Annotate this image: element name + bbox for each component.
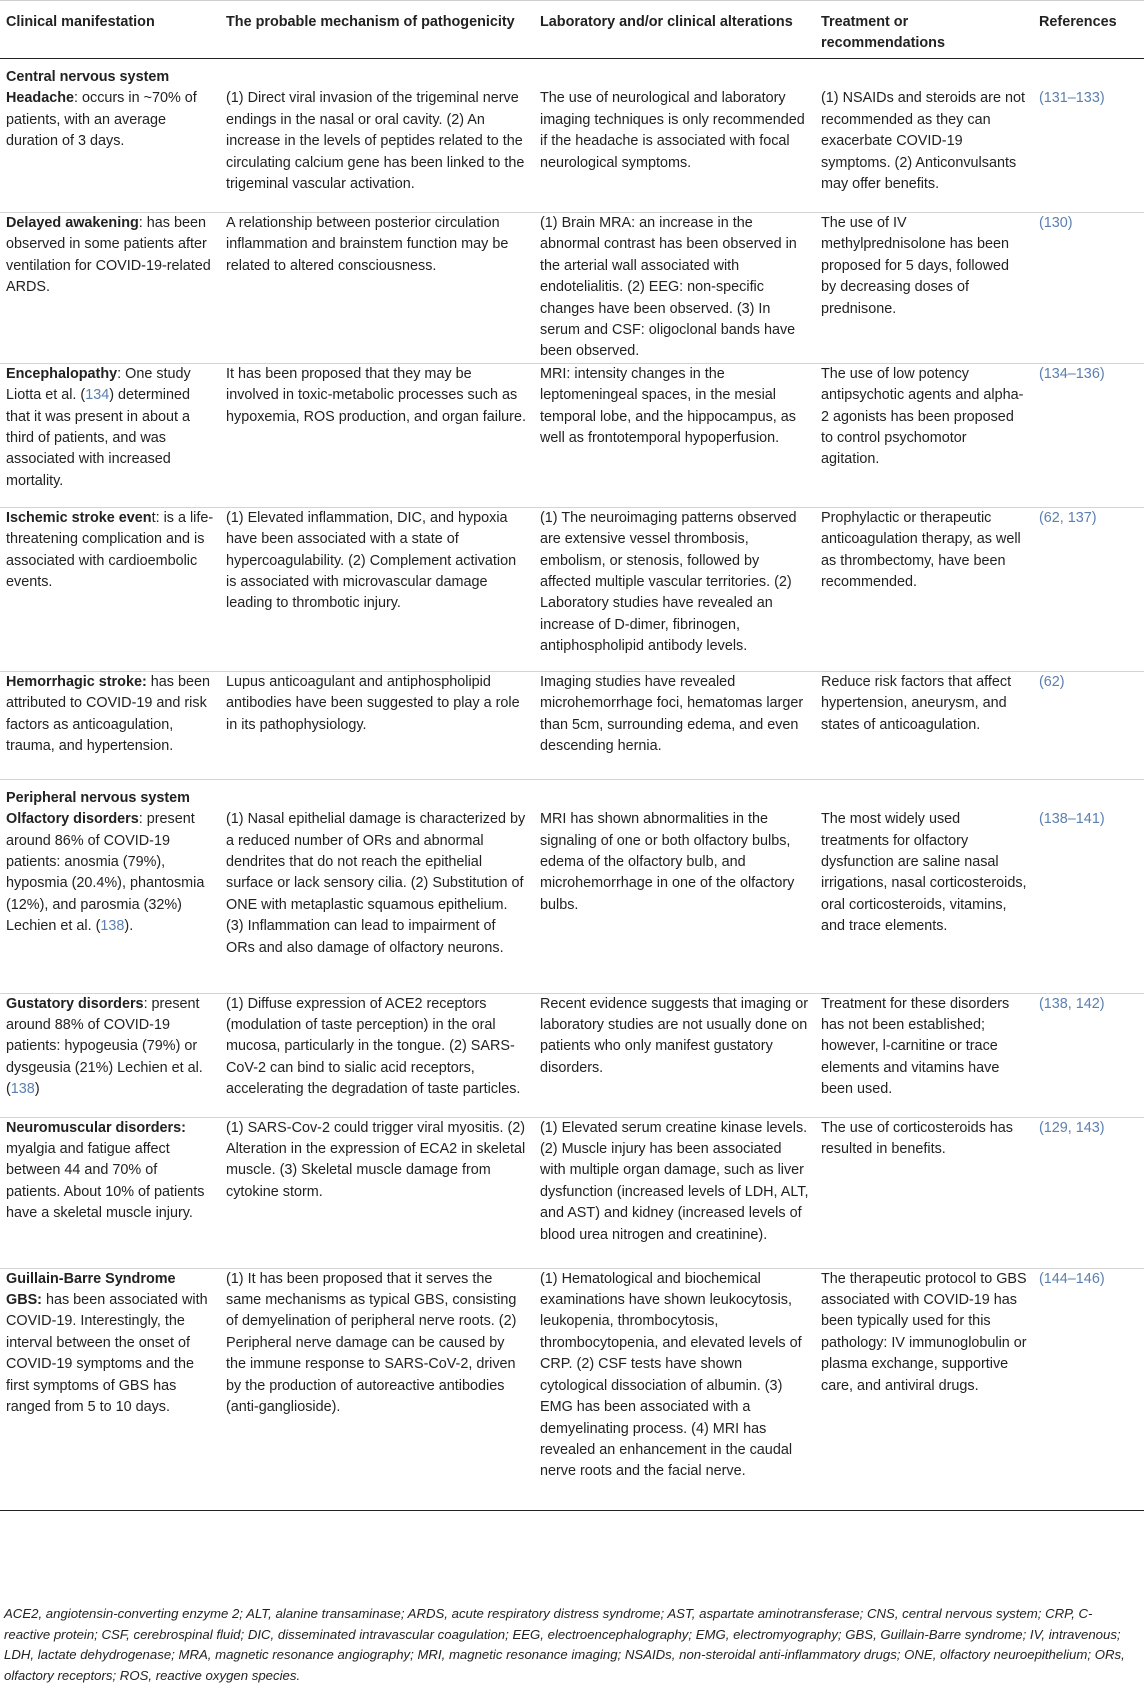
lab-cell: MRI: intensity changes in the leptomeningeal spaces, in the mesial temporal lobe, and the hippocampus, as well as frontotemporal hypoperfusion. — [534, 363, 815, 507]
abbreviations-footnote: ACE2, angiotensin-converting enzyme 2; ALT, alanine transaminase; ARDS, acute respiratory distress syndrome; AST, aspartate aminotransferase; CNS, central nervous system; CRP, C-reactive protein; CSF, cerebrospinal fluid; DIC, disseminated intravascular coagulation; EEG, electroencephalography; EMG, electromyography; GBS, Guillain-Barre syndrome; IV, intravenous; LDH, lactate dehydrogenase; MRA, magnetic resonance angiography; MRI, magnetic resonance imaging; NSAIDs, non-steroidal anti-inflammatory drugs; ONE, olfactory neuroepithelium; ORs, olfactory receptors; ROS, reactive oxygen species. — [4, 1606, 1125, 1683]
header-treatment: Treatment or recommendations — [815, 1, 1033, 59]
reference-link[interactable]: (62) — [1033, 671, 1144, 779]
table-row — [0, 212, 1144, 363]
section-title: Central nervous system — [6, 69, 170, 85]
reference-link[interactable]: (62, 137) — [1033, 507, 1144, 671]
mechanism-cell: (1) Nasal epithelial damage is characterized by a reduced number of ORs and abnormal dendrites that do not reach the epithelial surface or lack sensory cilia. (2) Substitution of ONE with metaplastic squamous epithelium. (3) Inflammation can lead to impairment of ORs and also damage of olfactory neurons. — [220, 809, 534, 993]
manifestation-description: t: is a life-threatening complication and is associated with cardioembolic events. — [6, 509, 214, 590]
manifestation-name: Encephalopathy — [6, 365, 118, 382]
reference-link[interactable]: (131–133) — [1033, 88, 1144, 212]
manifestation-name: Gustatory disorders — [6, 995, 144, 1012]
mechanism-cell: (1) It has been proposed that it serves the same mechanisms as typical GBS, consisting of demyelination of peripheral nerve roots. (2) Peripheral nerve damage can be caused by the immune response to SARS-CoV-2, driven by the production of autoreactive antibodies (anti-ganglioside). — [220, 1268, 534, 1510]
treatment-cell: The use of low potency antipsychotic agents and alpha-2 agonists has been proposed to control psychomotor agitation. — [815, 363, 1033, 507]
mechanism-cell: Lupus anticoagulant and antiphospholipid antibodies have been suggested to play a role in its pathophysiology. — [220, 671, 534, 779]
mechanism-cell: (1) Diffuse expression of ACE2 receptors (modulation of taste perception) in the oral mucosa, particularly in the tongue. (2) SARS-CoV-2 can bind to sialic acid receptors, accelerating the degradation of taste particles. — [220, 993, 534, 1117]
treatment-cell: Prophylactic or therapeutic anticoagulation therapy, as well as thrombectomy, have been recommended. — [815, 507, 1033, 671]
mechanism-cell: (1) Direct viral invasion of the trigeminal nerve endings in the nasal or oral cavity. (2) An increase in the levels of peptides related to the circulating calcium gene has been linked to the trigeminal vascular activation. — [220, 88, 534, 212]
reference-link[interactable]: (144–146) — [1033, 1268, 1144, 1510]
lab-cell: The use of neurological and laboratory imaging techniques is only recommended if the headache is associated with focal neurological symptoms. — [534, 88, 815, 212]
table-row — [0, 1268, 1144, 1510]
treatment-cell: The most widely used treatments for olfactory dysfunction are saline nasal irrigations, nasal corticosteroids, oral corticosteroids, vitamins, and trace elements. — [815, 809, 1033, 993]
table-row — [0, 507, 1144, 671]
reference-link[interactable]: (130) — [1033, 212, 1144, 363]
section-row-cns — [0, 59, 1144, 89]
table-header-row — [0, 1, 1144, 59]
lab-cell: (1) Elevated serum creatine kinase levels. (2) Muscle injury has been associated with multiple organ damage, such as liver dysfunction (increased levels of LDH, ALT, and AST) and kidney (increased levels of blood urea nitrogen and creatinine). — [534, 1117, 815, 1268]
manifestation-name: Olfactory disorders — [6, 811, 139, 828]
table-row — [0, 993, 1144, 1117]
table-row — [0, 809, 1144, 993]
reference-link[interactable]: (138, 142) — [1033, 993, 1144, 1117]
manifestation-description: : has been observed in some patients after ventilation for COVID-19-related ARDS. — [6, 214, 211, 296]
section-row-pns — [0, 779, 1144, 809]
mechanism-cell: It has been proposed that they may be involved in toxic-metabolic processes such as hypoxemia, ROS production, and organ failure. — [220, 363, 534, 507]
manifestation-name: Neuromuscular disorders: — [6, 1119, 186, 1136]
manifestation-description-cont: determined that it was present in about a third of patients, and was associated with increased mortality. — [6, 387, 191, 489]
treatment-cell: The therapeutic protocol to GBS associated with COVID-19 has been typically used for this pathology: IV immunoglobulin or plasma exchange, supportive care, and antiviral drugs. — [815, 1268, 1033, 1510]
manifestation-cell — [0, 1117, 220, 1268]
treatment-cell: The use of IV methylprednisolone has been proposed for 5 days, followed by decreasing doses of prednisone. — [815, 212, 1033, 363]
manifestation-name: Delayed awakening — [6, 214, 139, 231]
table-row — [0, 88, 1144, 212]
table-row — [0, 1117, 1144, 1268]
table-row — [0, 671, 1144, 779]
header-clinical-manifestation: Clinical manifestation — [0, 1, 220, 59]
mechanism-cell: A relationship between posterior circulation inflammation and brainstem function may be related to altered consciousness. — [220, 212, 534, 363]
manifestation-cell: Encephalopathy: One study Liotta et al. (134) determined that it was present in about a third of patients, and was associated with increased mortality. — [0, 363, 220, 507]
reference-link[interactable]: (129, 143) — [1033, 1117, 1144, 1268]
lab-cell: Imaging studies have revealed microhemorrhage foci, hematomas larger than 5cm, surrounding edema, and even descending hernia. — [534, 671, 815, 779]
manifestation-description-cont: . — [129, 918, 134, 935]
lab-cell: Recent evidence suggests that imaging or laboratory studies are not usually done on patients who only manifest gustatory disorders. — [534, 993, 815, 1117]
lab-cell: (1) Hematological and biochemical examinations have shown leukocytosis, leukopenia, thrombocytosis, thrombocytopenia, and elevated levels of CRP. (2) CSF tests have shown cytological dissociation of albumin. (3) EMG has been associated with a demyelinating process. (4) MRI has revealed an enhancement in the caudal nerve roots and the facial nerve. — [534, 1268, 815, 1510]
treatment-cell: The use of corticosteroids has resulted in benefits. — [815, 1117, 1033, 1268]
citation-link[interactable]: 138 — [10, 1081, 35, 1098]
manifestation-description: has been attributed to COVID-19 and risk factors as anticoagulation, trauma, and hypertension. — [6, 673, 210, 754]
manifestation-description: myalgia and fatigue affect between 44 and 70% of patients. About 10% of patients have a skeletal muscle injury. — [6, 1141, 205, 1222]
manifestation-cell — [0, 1268, 220, 1510]
manifestation-description: : occurs in ~70% of patients, with an average duration of 3 days. — [6, 90, 197, 150]
manifestation-cell — [0, 88, 220, 212]
treatment-cell: Treatment for these disorders has not been established; however, l-carnitine or trace elements and vitamins have been used. — [815, 993, 1033, 1117]
mechanism-cell: (1) SARS-Cov-2 could trigger viral myositis. (2) Alteration in the expression of ECA2 in skeletal muscle. (3) Skeletal muscle damage from cytokine storm. — [220, 1117, 534, 1268]
header-lab-alterations: Laboratory and/or clinical alterations — [534, 1, 815, 59]
lab-cell: (1) Brain MRA: an increase in the abnormal contrast has been observed in the arterial wall associated with endotelialitis. (2) EEG: non-specific changes have been observed. (3) In serum and CSF: oligoclonal bands have been observed. — [534, 212, 815, 363]
manifestation-cell: Gustatory disorders: present around 88% of COVID-19 patients: hypogeusia (79%) or dysgeusia (21%) Lechien et al. (138) — [0, 993, 220, 1117]
manifestation-cell — [0, 507, 220, 671]
citation-link[interactable]: 138 — [100, 918, 125, 935]
treatment-cell: (1) NSAIDs and steroids are not recommended as they can exacerbate COVID-19 symptoms. (2) Anticonvulsants may offer benefits. — [815, 88, 1033, 212]
manifestation-name: Ischemic stroke even — [6, 509, 152, 526]
manifestation-name: Hemorrhagic stroke: — [6, 673, 147, 690]
lab-cell: MRI has shown abnormalities in the signaling of one or both olfactory bulbs, edema of the olfactory bulb, and microhemorrhage in one of the olfactory bulbs. — [534, 809, 815, 993]
header-references: References — [1033, 1, 1144, 59]
citation-link[interactable]: 134 — [85, 387, 110, 404]
treatment-cell: Reduce risk factors that affect hypertension, aneurysm, and states of anticoagulation. — [815, 671, 1033, 779]
manifestation-description: : One study Liotta et al. — [6, 365, 191, 404]
manifestation-name: Guillain-Barre Syndrome GBS: — [6, 1270, 176, 1309]
reference-link[interactable]: (134–136) — [1033, 363, 1144, 507]
manifestation-name: Headache — [6, 90, 74, 107]
mechanism-cell: (1) Elevated inflammation, DIC, and hypoxia have been associated with a state of hypercoagulability. (2) Complement activation is associated with microvascular damage leading to thrombotic injury. — [220, 507, 534, 671]
lab-cell: (1) The neuroimaging patterns observed are extensive vessel thrombosis, embolism, or stenosis, followed by affected multiple vascular territories. (2) Laboratory studies have revealed an increase of D-dimer, fibrinogen, antiphospholipid antibody levels. — [534, 507, 815, 671]
manifestation-description: : present around 86% of COVID-19 patients: anosmia (79%), hyposmia (20.4%), phantosmia (12%), and parosmia (32%) Lechien et al. — [6, 811, 205, 935]
manifestation-cell: Olfactory disorders: present around 86% of COVID-19 patients: anosmia (79%), hyposmia (20.4%), phantosmia (12%), and parosmia (32%) Lechien et al. (138). — [0, 809, 220, 993]
manifestation-cell — [0, 212, 220, 363]
table-row — [0, 363, 1144, 507]
manifestation-description: has been associated with COVID-19. Interestingly, the interval between the onset of COVID-19 symptoms and the first symptoms of GBS has ranged from 5 to 10 days. — [6, 1292, 208, 1416]
manifestation-cell — [0, 671, 220, 779]
header-mechanism: The probable mechanism of pathogenicity — [220, 1, 534, 59]
reference-link[interactable]: (138–141) — [1033, 809, 1144, 993]
manifestation-description: : present around 88% of COVID-19 patients: hypogeusia (79%) or dysgeusia (21%) Lechien et al. — [6, 995, 203, 1076]
section-title: Peripheral nervous system — [6, 789, 190, 806]
